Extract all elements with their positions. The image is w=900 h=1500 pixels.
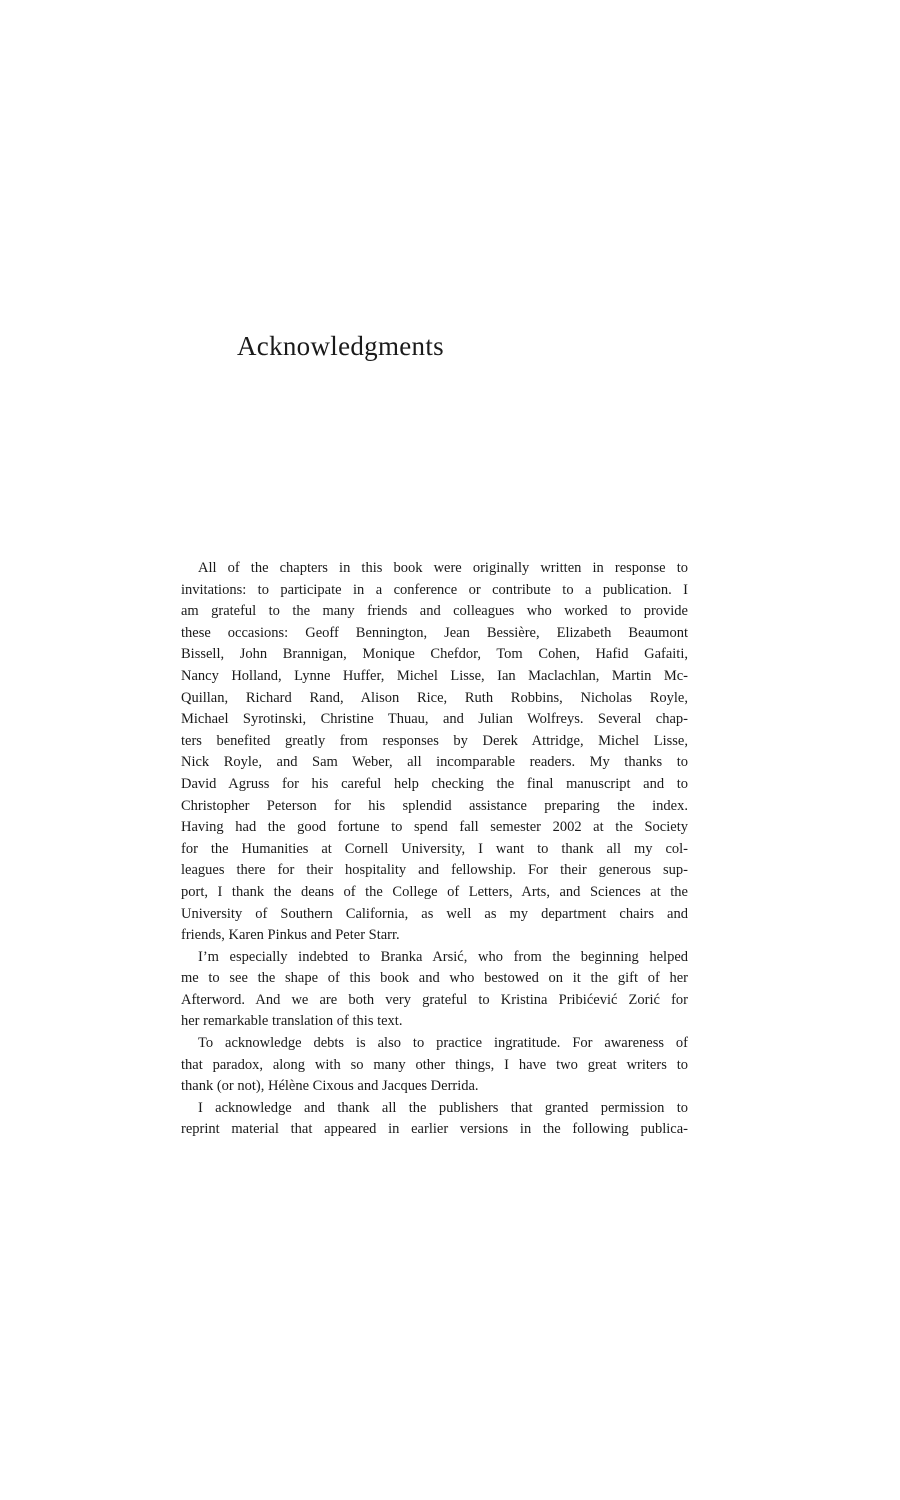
body-text bbox=[181, 558, 688, 1141]
text-line: port, I thank the deans of the College of Letters, Arts, and Sciences at the bbox=[181, 883, 688, 900]
text-line: invitations: to participate in a conference or contribute to a publication. I bbox=[181, 581, 688, 598]
text-line: David Agruss for his careful help checking the final manuscript and to bbox=[181, 775, 688, 792]
text-line: All of the chapters in this book were originally written in response to bbox=[198, 560, 688, 576]
text-line: for the Humanities at Cornell University, I want to thank all my col- bbox=[181, 840, 688, 857]
text-line: these occasions: Geoff Bennington, Jean Bessière, Elizabeth Beaumont bbox=[181, 624, 688, 641]
text-line: I acknowledge and thank all the publishers that granted permission to bbox=[198, 1099, 688, 1116]
chapter-title: Acknowledgments bbox=[237, 331, 444, 361]
paragraph bbox=[181, 1098, 688, 1141]
text-line: Bissell, John Brannigan, Monique Chefdor, Tom Cohen, Hafid Gafaiti, bbox=[181, 646, 688, 663]
text-line: friends, Karen Pinkus and Peter Starr. bbox=[181, 927, 400, 944]
text-line: reprint material that appeared in earlier versions in the following publica- bbox=[181, 1121, 688, 1138]
text-line: ters benefited greatly from responses by Derek Attridge, Michel Lisse, bbox=[181, 732, 688, 749]
text-line: thank (or not), Hélène Cixous and Jacques Derrida. bbox=[181, 1078, 479, 1095]
text-line: leagues there for their hospitality and fellowship. For their generous sup- bbox=[181, 862, 688, 879]
text-line: me to see the shape of this book and who bestowed on it the gift of her bbox=[181, 970, 688, 987]
text-line: To acknowledge debts is also to practice ingratitude. For awareness of bbox=[198, 1035, 688, 1052]
text-line: Having had the good fortune to spend fall semester 2002 at the Society bbox=[181, 819, 688, 836]
paragraph bbox=[181, 947, 688, 1033]
paragraph bbox=[181, 558, 688, 947]
paragraph bbox=[181, 1033, 688, 1098]
text-line: Nancy Holland, Lynne Huffer, Michel Lisse, Ian Maclachlan, Martin Mc- bbox=[181, 667, 688, 684]
text-line: Afterword. And we are both very grateful to Kristina Pribićević Zorić for bbox=[181, 991, 688, 1008]
text-line: University of Southern California, as well as my department chairs and bbox=[181, 905, 688, 922]
text-line: Quillan, Richard Rand, Alison Rice, Ruth Robbins, Nicholas Royle, bbox=[181, 689, 688, 706]
text-line: I’m especially indebted to Branka Arsić, who from the beginning helped bbox=[198, 948, 688, 965]
text-line: Christopher Peterson for his splendid assistance preparing the index. bbox=[181, 797, 688, 814]
text-line: am grateful to the many friends and colleagues who worked to provide bbox=[181, 603, 688, 620]
text-line: Michael Syrotinski, Christine Thuau, and Julian Wolfreys. Several chap- bbox=[181, 711, 688, 728]
text-line: that paradox, along with so many other things, I have two great writers to bbox=[181, 1056, 688, 1073]
text-line: Nick Royle, and Sam Weber, all incomparable readers. My thanks to bbox=[181, 754, 688, 771]
text-line: her remarkable translation of this text. bbox=[181, 1013, 403, 1030]
